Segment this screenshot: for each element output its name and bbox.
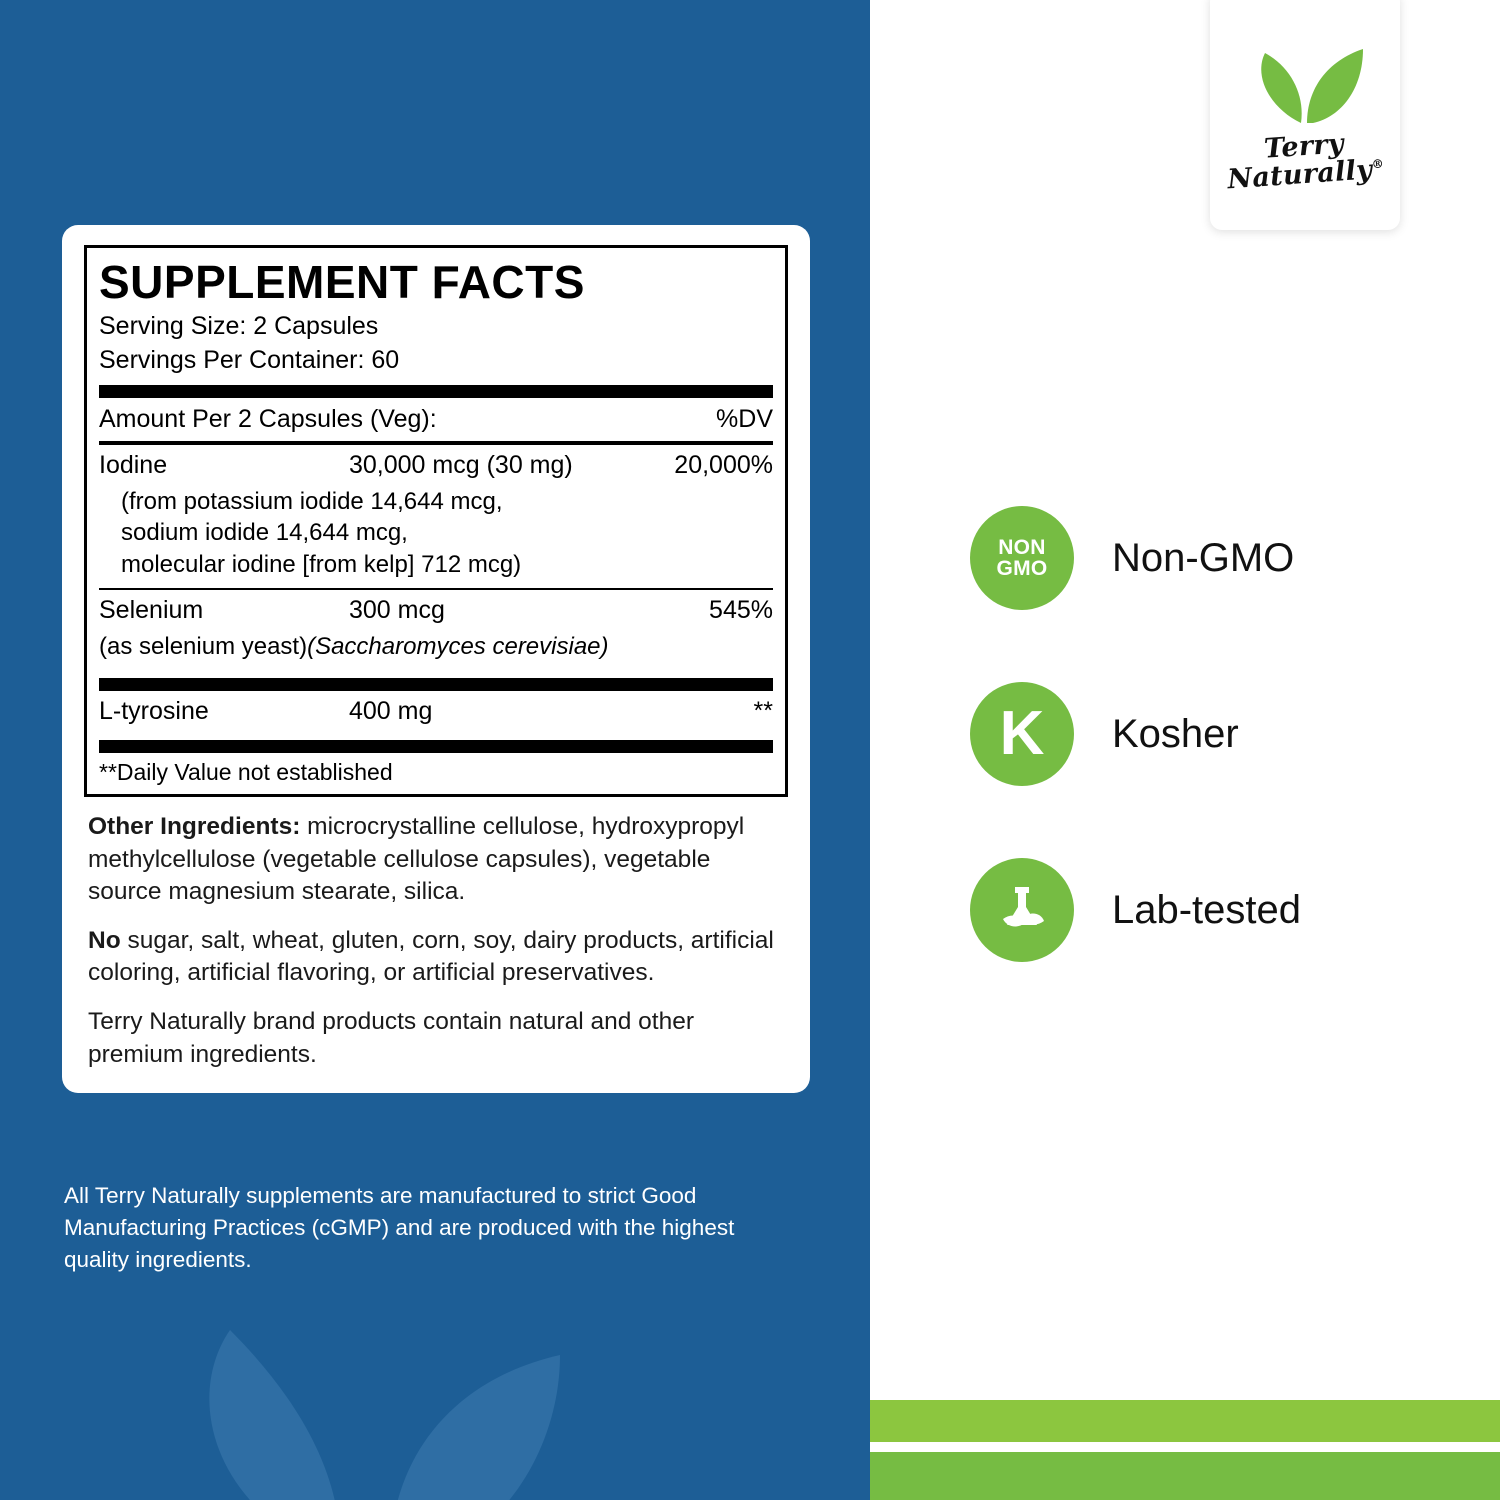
lab-flask-leaf-glyph xyxy=(991,879,1053,941)
table-row xyxy=(99,691,773,732)
nutrient-dv: ** xyxy=(753,697,773,726)
servings-per-container: Servings Per Container: 60 xyxy=(99,345,400,374)
nutrient-dv: 20,000% xyxy=(674,451,773,480)
brand-logo xyxy=(1210,31,1400,196)
table-header-row xyxy=(99,398,773,441)
badge-kosher xyxy=(970,646,1490,822)
divider-thick-mid xyxy=(99,678,773,691)
amount-per-serving-header: Amount Per 2 Capsules (Veg): xyxy=(99,405,437,434)
badge-list xyxy=(970,470,1490,998)
nutrient-amount: 300 mcg xyxy=(349,595,445,624)
green-bar-dark xyxy=(870,1452,1500,1500)
right-white-panel xyxy=(870,0,1500,1500)
other-ingredients-label: Other Ingredients: xyxy=(88,813,301,841)
table-row xyxy=(99,445,773,486)
selenium-source-line xyxy=(99,631,773,670)
brand-logo-text xyxy=(1208,126,1401,196)
brand-logo-line2: Naturally® xyxy=(1226,154,1385,196)
kosher-icon xyxy=(970,682,1074,786)
supplement-facts-box xyxy=(84,245,788,797)
green-bar-light xyxy=(870,1400,1500,1442)
nutrient-name: L-tyrosine xyxy=(99,697,209,726)
supplement-facts-title: SUPPLEMENT FACTS xyxy=(99,256,585,308)
no-label: No xyxy=(88,926,121,954)
no-contains-paragraph xyxy=(88,925,784,990)
nutrient-amount: 400 mg xyxy=(349,697,433,726)
non-gmo-icon-text: NON GMO xyxy=(996,535,1048,580)
other-ingredients-text: microcrystalline cellulose, hydroxypropyl methylcellulose (vegetable cellulose capsules), vegetable source magnesium stearate, silica. xyxy=(88,813,745,906)
non-gmo-icon xyxy=(970,506,1074,610)
no-text: sugar, salt, wheat, gluten, corn, soy, dairy products, artificial coloring, artificial flavoring, or artificial preservatives. xyxy=(88,926,774,987)
iodine-source-lines xyxy=(99,486,773,588)
iodine-source-line: (from potassium iodide 14,644 mcg, xyxy=(121,488,503,516)
badge-lab-tested xyxy=(970,822,1490,998)
other-ingredients-paragraph xyxy=(88,811,784,909)
table-row xyxy=(99,590,773,631)
brand-logo-card xyxy=(1210,0,1400,230)
selenium-source-italic: (Saccharomyces cerevisiae) xyxy=(307,632,609,660)
nutrient-name: Selenium xyxy=(99,595,204,624)
cgmp-disclaimer: All Terry Naturally supplements are manufactured to strict Good Manufacturing Practices (cGMP) and are produced with the highest quality ingredients. xyxy=(64,1183,735,1272)
leaf-icon xyxy=(1235,31,1375,126)
divider-thick-top xyxy=(99,385,773,398)
nutrient-dv: 545% xyxy=(709,595,773,624)
nutrient-name: Iodine xyxy=(99,451,168,480)
badge-non-gmo xyxy=(970,470,1490,646)
serving-size: Serving Size: 2 Capsules xyxy=(99,312,379,341)
nutrient-amount: 30,000 mcg (30 mg) xyxy=(349,451,573,480)
selenium-source-plain: (as selenium yeast) xyxy=(99,632,308,660)
brand-logo-line1: Terry xyxy=(1263,127,1345,165)
lab-flask-leaf-icon xyxy=(970,858,1074,962)
iodine-source-line: molecular iodine [from kelp] 712 mcg) xyxy=(121,550,522,578)
kosher-icon-text: K xyxy=(999,699,1045,768)
brand-note: Terry Naturally brand products contain natural and other premium ingredients. xyxy=(88,1007,695,1068)
divider-thick-bottom xyxy=(99,740,773,753)
iodine-source-line: sodium iodide 14,644 mcg, xyxy=(121,519,408,547)
registered-mark: ® xyxy=(1371,156,1385,172)
supplement-facts-card xyxy=(62,225,810,1093)
percent-dv-header: %DV xyxy=(716,405,773,434)
daily-value-footnote: **Daily Value not established xyxy=(99,759,393,786)
badge-label-non-gmo: Non-GMO xyxy=(1112,535,1295,580)
badge-label-lab-tested: Lab-tested xyxy=(1112,887,1302,932)
other-ingredients-block xyxy=(84,797,788,1071)
badge-label-kosher: Kosher xyxy=(1112,711,1239,756)
